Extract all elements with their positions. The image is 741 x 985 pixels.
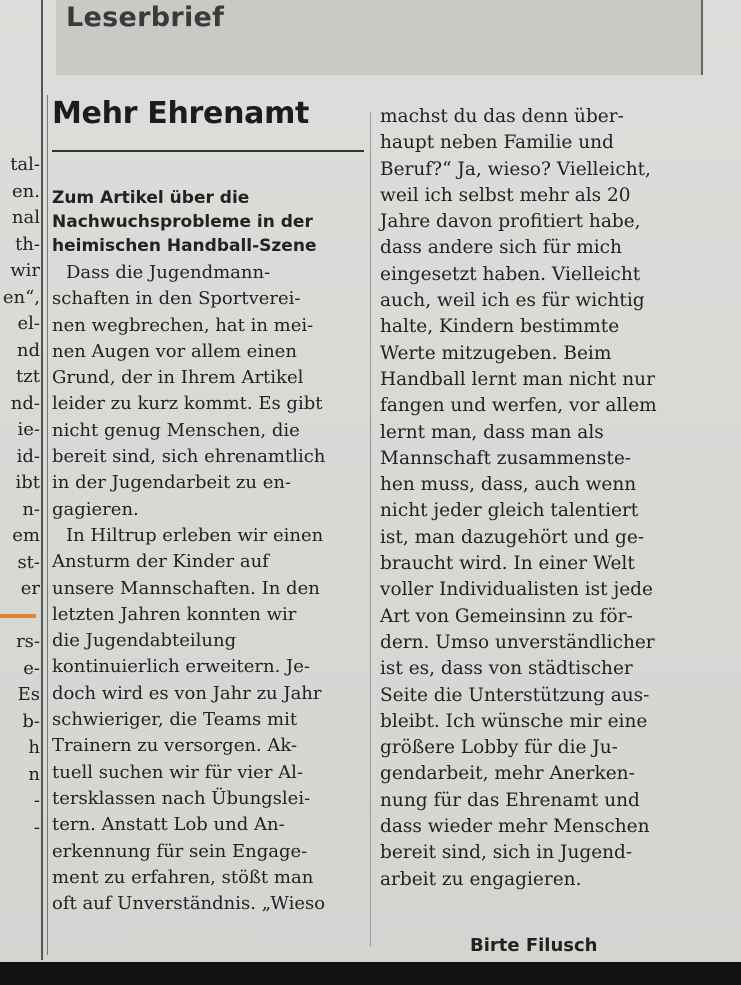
text-line: nen wegbrechen, hat in mei- bbox=[52, 314, 314, 336]
section-label: Leserbrief bbox=[66, 2, 225, 33]
text-line: ment zu erfahren, stößt man bbox=[52, 866, 314, 888]
column-1-body bbox=[52, 260, 370, 917]
text-line: schaften in den Sportverei- bbox=[52, 288, 301, 310]
text-line: fangen und werfen, vor allem bbox=[380, 395, 657, 417]
text-line: haupt neben Familie und bbox=[380, 132, 614, 154]
fragment-line: el- bbox=[17, 313, 40, 334]
subhead-line: heimischen Handball-Szene bbox=[52, 236, 317, 256]
fragment-line: nd- bbox=[10, 392, 40, 414]
subhead bbox=[52, 186, 370, 258]
column-divider-middle bbox=[370, 112, 371, 947]
text-line: Grund, der in Ihrem Artikel bbox=[52, 367, 304, 389]
subhead-line: Nachwuchsprobleme in der bbox=[52, 212, 313, 232]
text-line: oft auf Unverständnis. „Wieso bbox=[52, 893, 326, 915]
fragment-line: rs- bbox=[16, 631, 40, 652]
text-line: Werte mitzugeben. Beim bbox=[380, 342, 612, 364]
author-signature: Birte Filusch bbox=[470, 935, 598, 956]
article-column-2 bbox=[380, 104, 725, 893]
text-line: Trainern zu versorgen. Ak- bbox=[52, 735, 298, 757]
text-line: in der Jugendarbeit zu en- bbox=[52, 472, 292, 494]
text-line: nung für das Ehrenamt und bbox=[380, 789, 640, 811]
column-divider-inner bbox=[47, 95, 48, 955]
text-line: Art von Gemeinsinn zu för- bbox=[380, 605, 633, 627]
fragment-line: ibt bbox=[15, 472, 40, 493]
text-line: größere Lobby für die Ju- bbox=[380, 737, 618, 759]
text-line: ist, man dazugehört und ge- bbox=[380, 526, 645, 548]
text-line: auch, weil ich es für wichtig bbox=[380, 290, 645, 312]
text-line: tern. Anstatt Lob und An- bbox=[52, 814, 285, 836]
fragment-line: n- bbox=[22, 498, 40, 520]
fragment-line: en“, bbox=[2, 286, 40, 308]
adjacent-article-fragments bbox=[0, 152, 40, 841]
text-line: Seite die Unterstützung aus- bbox=[380, 684, 650, 706]
text-line: die Jugendabteilung bbox=[52, 630, 237, 652]
text-line: nicht jeder gleich talentiert bbox=[380, 500, 639, 522]
text-line: machst du das denn über- bbox=[380, 106, 624, 127]
text-line: Mannschaft zusammenste- bbox=[380, 447, 632, 469]
column-divider-left bbox=[41, 0, 43, 960]
text-line: Beruf?“ Ja, wieso? Vielleicht, bbox=[380, 158, 651, 180]
fragment-line: h bbox=[28, 737, 40, 758]
text-line: In Hiltrup erleben wir einen bbox=[66, 524, 324, 546]
text-line: Dass die Jugendmann- bbox=[66, 262, 271, 283]
headline: Mehr Ehrenamt bbox=[52, 96, 310, 131]
text-line: Ansturm der Kinder auf bbox=[52, 551, 269, 573]
fragment-line: Es bbox=[17, 684, 40, 705]
text-line: arbeit zu engagieren. bbox=[380, 868, 582, 890]
text-line: weil ich selbst mehr als 20 bbox=[380, 184, 631, 206]
subhead-line: Zum Artikel über die bbox=[52, 188, 250, 208]
text-line: unsere Mannschaften. In den bbox=[52, 577, 320, 599]
text-line: eingesetzt haben. Vielleicht bbox=[380, 263, 641, 285]
fragment-line: e- bbox=[23, 657, 40, 679]
text-line: hen muss, dass, auch wenn bbox=[380, 474, 637, 496]
text-line: tuell suchen wir für vier Al- bbox=[52, 761, 303, 783]
text-line: voller Individualisten ist jede bbox=[380, 579, 653, 601]
text-line: nen Augen vor allem einen bbox=[52, 340, 297, 362]
fragment-line: b- bbox=[22, 710, 40, 732]
text-line: schwieriger, die Teams mit bbox=[52, 709, 298, 731]
fragment-line bbox=[0, 603, 40, 630]
text-line: halte, Kindern bestimmte bbox=[380, 316, 620, 338]
bottom-edge-strip bbox=[0, 962, 741, 985]
fragment-line: - bbox=[33, 816, 40, 838]
fragment-line: nd bbox=[16, 339, 40, 361]
text-line: leider zu kurz kommt. Es gibt bbox=[52, 393, 323, 415]
text-line: letzten Jahren konnten wir bbox=[52, 603, 297, 625]
fragment-line: th- bbox=[15, 233, 40, 255]
fragment-line: id- bbox=[16, 445, 40, 467]
text-line: ist es, dass von städtischer bbox=[380, 658, 633, 680]
text-line: kontinuierlich erweitern. Je- bbox=[52, 656, 310, 678]
fragment-line: - bbox=[33, 790, 40, 811]
fragment-line: st- bbox=[17, 551, 40, 573]
fragment-line: tal- bbox=[10, 154, 40, 175]
text-line: Handball lernt man nicht nur bbox=[380, 368, 655, 390]
text-line: dern. Umso unverständlicher bbox=[380, 631, 655, 653]
fragment-line: nal bbox=[11, 207, 40, 228]
fragment-line: n bbox=[28, 763, 40, 785]
text-line: tersklassen nach Übungslei- bbox=[52, 787, 311, 809]
text-line: dass wieder mehr Menschen bbox=[380, 816, 650, 838]
text-line: lernt man, dass man als bbox=[380, 421, 604, 443]
text-line: braucht wird. In einer Welt bbox=[380, 553, 635, 575]
headline-rule bbox=[52, 150, 364, 152]
fragment-line: wir bbox=[10, 260, 40, 281]
text-line: erkennung für sein Engage- bbox=[52, 840, 308, 862]
fragment-line: ie- bbox=[17, 419, 40, 440]
text-line: nicht genug Menschen, die bbox=[52, 419, 300, 441]
fragment-line: tzt bbox=[16, 366, 40, 387]
text-line: Jahre davon profitiert habe, bbox=[380, 211, 641, 233]
article-column-1 bbox=[52, 186, 370, 917]
text-line: gagieren. bbox=[52, 498, 139, 520]
text-line: gendarbeit, mehr Anerken- bbox=[380, 763, 635, 785]
fragment-line: en. bbox=[12, 180, 40, 202]
text-line: bleibt. Ich wünsche mir eine bbox=[380, 710, 648, 732]
text-line: bereit sind, sich ehrenamtlich bbox=[52, 446, 326, 468]
fragment-line: er bbox=[20, 578, 40, 599]
fragment-line: em bbox=[12, 525, 40, 546]
text-line: dass andere sich für mich bbox=[380, 237, 622, 259]
text-line: bereit sind, sich in Jugend- bbox=[380, 842, 633, 864]
text-line: doch wird es von Jahr zu Jahr bbox=[52, 682, 322, 704]
